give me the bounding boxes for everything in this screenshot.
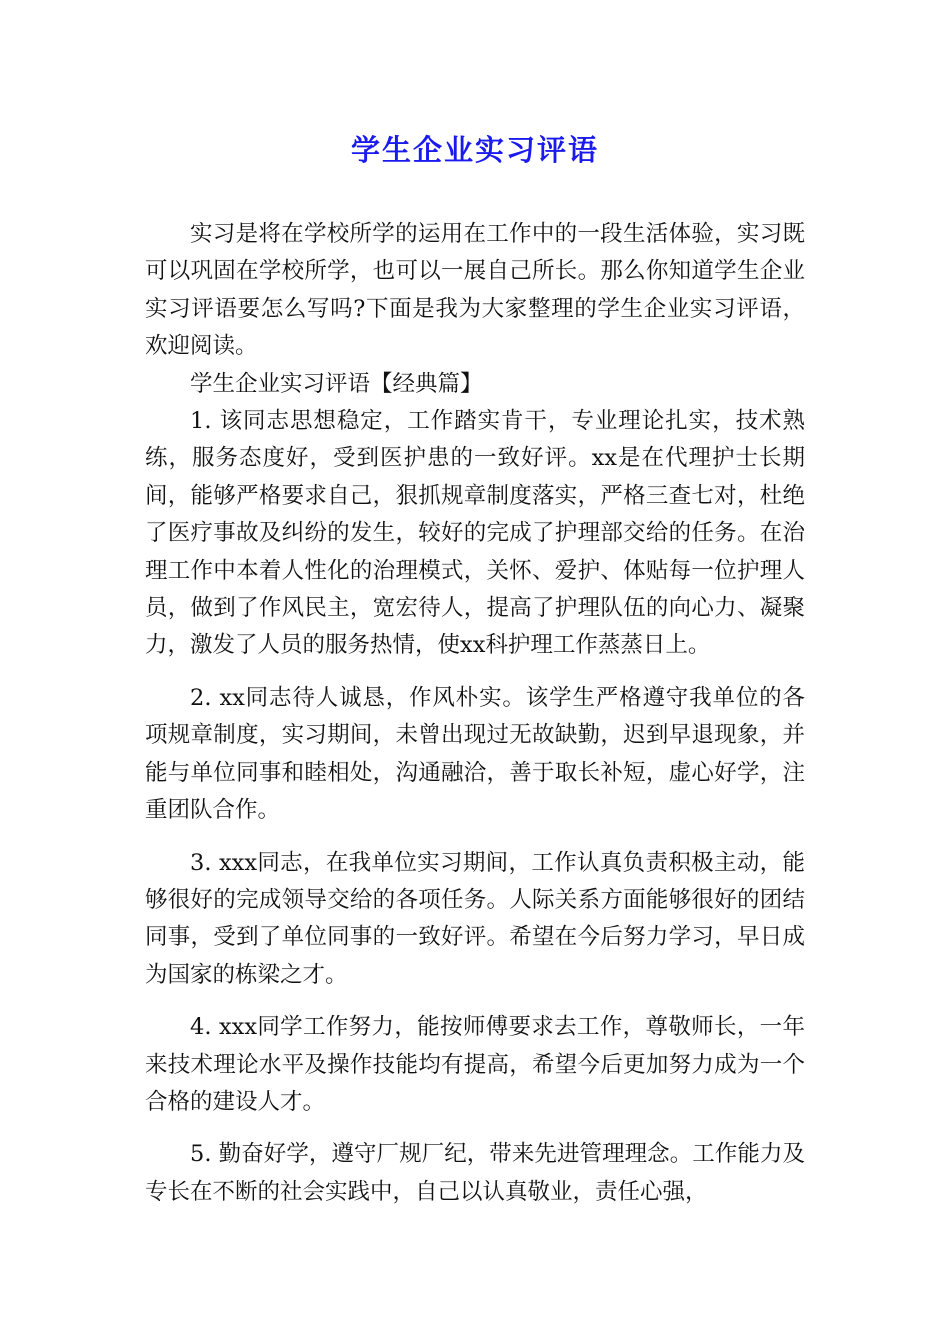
comment-item-3: 3. xxx同志，在我单位实习期间，工作认真负责积极主动，能够很好的完成领导交给的各项任务。人际关系方面能够很好的团结同事，受到了单位同事的一致好评。希望在今后努力学习，早日成为国家的栋梁之才。 (145, 849, 805, 988)
intro-paragraph: 实习是将在学校所学的运用在工作中的一段生活体验，实习既可以巩固在学校所学，也可以一展自己所长。那么你知道学生企业实习评语要怎么写吗?下面是我为大家整理的学生企业实习评语，欢迎阅读。 (145, 221, 805, 360)
document-body (145, 216, 805, 1211)
section-heading: 学生企业实习评语【经典篇】 (190, 370, 483, 397)
comment-item-5: 5. 勤奋好学，遵守厂规厂纪，带来先进管理理念。工作能力及专长在不断的社会实践中，自己以认真敬业，责任心强， (145, 1141, 805, 1205)
comment-item-2: 2. xx同志待人诚恳，作风朴实。该学生严格遵守我单位的各项规章制度，实习期间，未曾出现过无故缺勤，迟到早退现象，并能与单位同事和睦相处，沟通融洽，善于取长补短，虚心好学，注重团队合作。 (145, 684, 805, 824)
comment-item-4: 4. xxx同学工作努力，能按师傅要求去工作，尊敬师长，一年来技术理论水平及操作技能均有提高，希望今后更加努力成为一个合格的建设人才。 (145, 1014, 805, 1115)
comment-item-1: 1. 该同志思想稳定，工作踏实肯干，专业理论扎实，技术熟练，服务态度好，受到医护患的一致好评。xx是在代理护士长期间，能够严格要求自己，狠抓规章制度落实，严格三查七对，杜绝了医疗事故及纠纷的发生，较好的完成了护理部交给的任务。在治理工作中本着人性化的治理模式，关怀、爱护、体贴每一位护理人员，做到了作风民主，宽宏待人，提高了护理队伍的向心力、凝聚力，激发了人员的服务热情，使xx科护理工作蒸蒸日上。 (145, 408, 805, 659)
document-title: 学生企业实习评语 (350, 133, 599, 167)
